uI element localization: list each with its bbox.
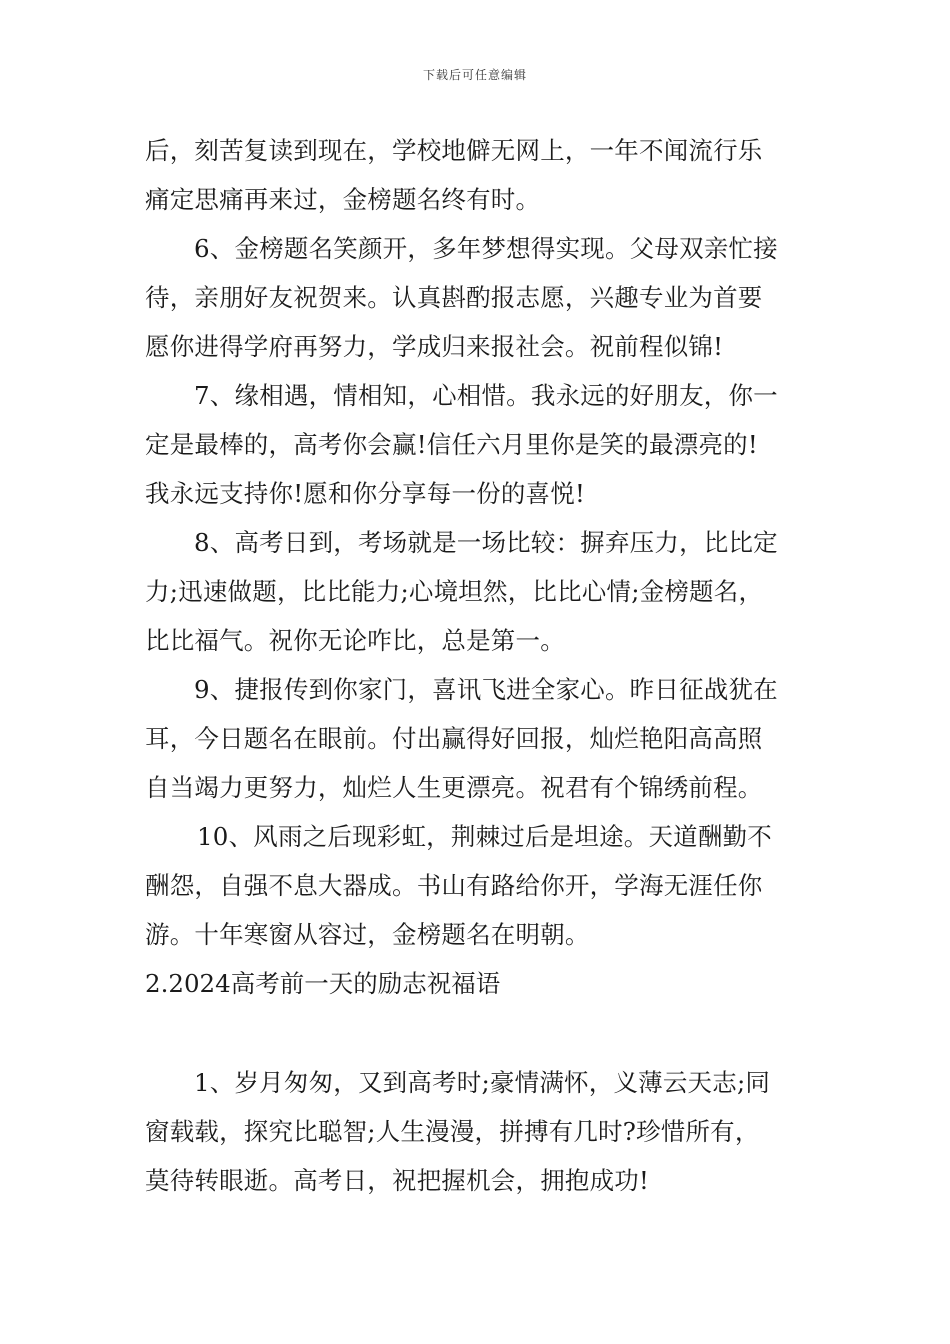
text-line: 1、岁月匆匆，又到高考时;豪情满怀，义薄云天志;同: [194, 1068, 771, 1097]
paragraph-item-10: [145, 812, 810, 959]
paragraph-item-9: [145, 665, 810, 812]
text-line: 耳，今日题名在眼前。付出赢得好回报，灿烂艳阳高高照: [145, 724, 763, 753]
text-line: 痛定思痛再来过，金榜题名终有时。: [145, 185, 541, 214]
spacer: [145, 1008, 810, 1058]
paragraph-item-6: [145, 224, 810, 371]
text-line: 9、捷报传到你家门，喜讯飞进全家心。昨日征战犹在: [194, 675, 778, 704]
text-line: 待，亲朋好友祝贺来。认真斟酌报志愿，兴趣专业为首要: [145, 283, 763, 312]
text-line: 6、金榜题名笑颜开，多年梦想得实现。父母双亲忙接: [194, 234, 778, 263]
text-line: 比比福气。祝你无论咋比，总是第一。: [145, 626, 565, 655]
text-line: 7、缘相遇，情相知，心相惜。我永远的好朋友，你一: [194, 381, 778, 410]
text-line: 8、高考日到，考场就是一场比较：摒弃压力，比比定: [194, 528, 778, 557]
paragraph-item-7: [145, 371, 810, 518]
text-line: 窗载载，探究比聪智;人生漫漫，拼搏有几时?珍惜所有，: [145, 1117, 760, 1146]
text-line: 后，刻苦复读到现在，学校地僻无网上，一年不闻流行乐: [145, 136, 763, 165]
document-body: [145, 126, 810, 1205]
page-header: 下载后可任意编辑: [422, 68, 527, 82]
text-line: 10、风雨之后现彩虹，荆棘过后是坦途。天道酬勤不: [197, 822, 772, 851]
paragraph-continued: [145, 126, 810, 224]
section-heading: 2.2024高考前一天的励志祝福语: [145, 969, 501, 998]
text-line: 愿你进得学府再努力，学成归来报社会。祝前程似锦!: [145, 332, 724, 361]
text-line: 自当竭力更努力，灿烂人生更漂亮。祝君有个锦绣前程。: [145, 773, 763, 802]
text-line: 莫待转眼逝。高考日，祝把握机会，拥抱成功!: [145, 1166, 650, 1195]
text-line: 游。十年寒窗从容过，金榜题名在明朝。: [145, 920, 590, 949]
paragraph-section2-item-1: [145, 1058, 810, 1205]
paragraph-item-8: [145, 518, 810, 665]
text-line: 我永远支持你!愿和你分享每一份的喜悦!: [145, 479, 585, 508]
text-line: 酬怨，自强不息大器成。书山有路给你开，学海无涯任你: [145, 871, 763, 900]
text-line: 力;迅速做题，比比能力;心境坦然，比比心情;金榜题名，: [145, 577, 764, 606]
text-line: 定是最棒的，高考你会赢!信任六月里你是笑的最漂亮的!: [145, 430, 758, 459]
